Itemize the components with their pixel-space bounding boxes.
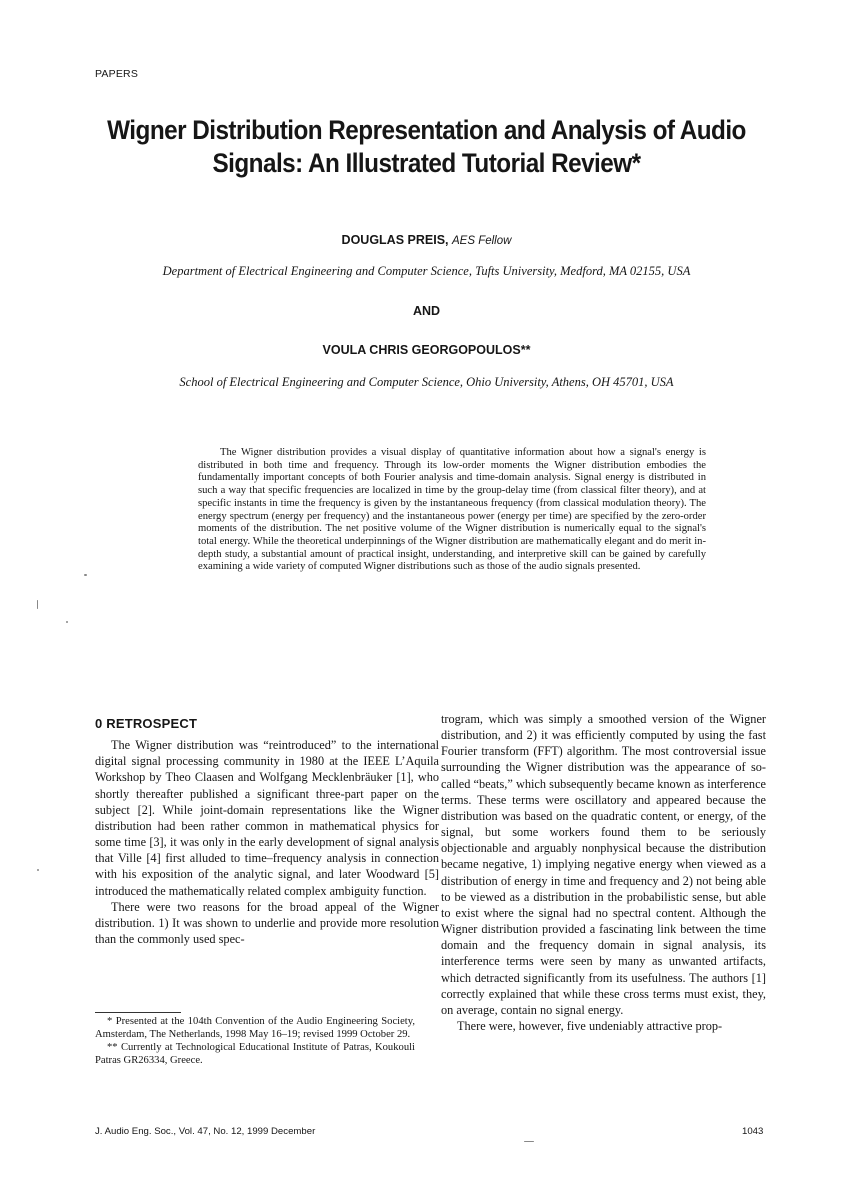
scan-speck bbox=[37, 600, 38, 609]
left-column bbox=[95, 712, 439, 947]
scan-speck bbox=[84, 574, 87, 576]
author-1-honor: AES Fellow bbox=[452, 235, 512, 247]
journal-reference: J. Audio Eng. Soc., Vol. 47, No. 12, 1999 December bbox=[95, 1126, 316, 1137]
author-2-affiliation: School of Electrical Engineering and Computer Science, Ohio University, Athens, OH 45701, USA bbox=[179, 375, 674, 389]
section-label: PAPERS bbox=[95, 68, 139, 80]
author-2 bbox=[0, 343, 853, 357]
author-separator: AND bbox=[412, 304, 441, 318]
section-heading: 0 RETROSPECT bbox=[95, 716, 198, 731]
footnote-rule bbox=[95, 1012, 181, 1013]
paper-title-line-2: Signals: An Illustrated Tutorial Review* bbox=[212, 148, 641, 178]
author-1 bbox=[0, 233, 853, 247]
scan-speck bbox=[66, 621, 68, 623]
footnote: ** Currently at Technological Educational Institute of Patras, Koukouli Patras GR26334, Greece. bbox=[95, 1041, 415, 1066]
body-paragraph: The Wigner distribution was “reintroduced” to the international digital signal processing community in 1980 at the IEEE L’Aquila Workshop by Theo Claasen and Wolfgang Mecklenbräuker [1], who shortly thereafter published a significant three-part paper on the subject [2]. While joint-domain representations like the Wigner distribution had been rather common in mathematical physics for some time [3], it was only in the early development of signal analysis that Ville [4] first alluded to time–frequency analysis in connection with his exposition of the analytic signal, and later Woodward [5] introduced the mathematically related complex ambiguity function. bbox=[95, 738, 439, 898]
body-paragraph: There were, however, five undeniably attractive prop- bbox=[457, 1018, 723, 1033]
author-1-name: DOUGLAS PREIS, bbox=[341, 233, 449, 247]
author-1-affiliation: Department of Electrical Engineering and Computer Science, Tufts University, Medford, MA 02155, USA bbox=[162, 264, 691, 278]
author-2-name: VOULA CHRIS GEORGOPOULOS** bbox=[322, 343, 531, 357]
scan-speck bbox=[524, 1141, 534, 1142]
paper-title-line-1: Wigner Distribution Representation and Analysis of Audio bbox=[107, 115, 746, 145]
body-paragraph: trogram, which was simply a smoothed version of the Wigner distribution, and 2) it was efficiently computed by using the fast Fourier transform (FFT) algorithm. The most controversial issue surrounding the Wigner distribution was the appearance of so-called “beats,” which subsequently became known as interference terms. These terms were oscillatory and appeared because the distribution was based on the quadratic content, or energy, of the signal, but some workers found them to be seriously objectionable and arguably nonphysical because the distribution became negative, 1) implying negative energy when viewed as a distribution of energy in time and frequency and 2) not being able to be viewed as a distribution in the probabilistic sense, but able to exist where the signal had no spectral content. Although the Wigner distribution provided a fascinating link between the time domain and the frequency domain in signal analysis, its interference terms were seen by many as unwanted artifacts, which detracted significantly from its usefulness. The authors [1] correctly explained that while these cross terms must exist, they, on average, contain no signal energy. bbox=[441, 712, 766, 1017]
page-number: 1043 bbox=[742, 1126, 764, 1137]
scan-speck bbox=[37, 869, 39, 871]
right-column bbox=[441, 711, 766, 1034]
paper-title bbox=[97, 114, 757, 180]
footnotes bbox=[95, 1016, 415, 1068]
abstract: The Wigner distribution provides a visual display of quantitative information about how a signal's energy is distributed in both time and frequency. Through its low-order moments the Wigner distribution embodies the fundamentally important concepts of both Fourier analysis and time-domain analysis. Signal energy is distributed in such a way that specific frequencies are localized in time by the group-delay time (from classical filter theory), and at specific instants in time the frequency is given by the instantaneous frequency (from classical modulation theory). The energy spectrum (energy per frequency) and the instantaneous power (energy per time) are specified by the zero-order moments of the distribution. The net positive volume of the Wigner distribution is numerically equal to the signal's total energy. While the theoretical underpinnings of the Wigner distribution are mathematically elegant and do merit in-depth study, a substantial amount of practical insight, understanding, and interpretive skill can be gained by carefully examining a wide variety of computed Wigner distributions such as those of the audio signals presented. bbox=[198, 447, 706, 573]
footnote: * Presented at the 104th Convention of the Audio Engineering Society, Amsterdam, The Netherlands, 1998 May 16–19; revised 1999 October 29. bbox=[95, 1016, 415, 1040]
body-paragraph: There were two reasons for the broad appeal of the Wigner distribution. 1) It was shown to underlie and provide more resolution than the commonly used spec- bbox=[95, 899, 439, 947]
